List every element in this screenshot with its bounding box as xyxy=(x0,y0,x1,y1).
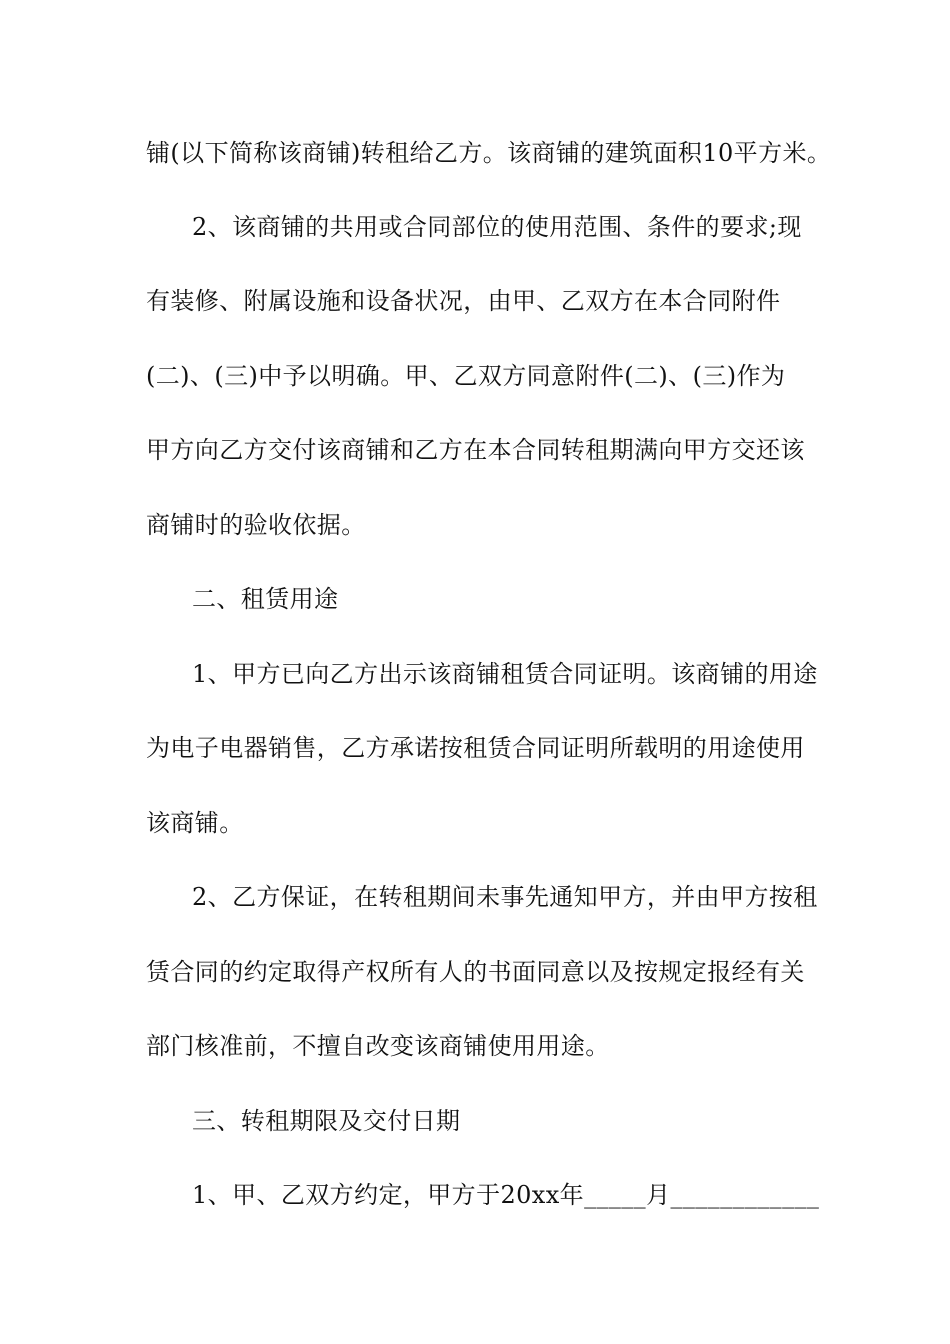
text-line: (二)、(三)中予以明确。甲、乙双方同意附件(二)、(三)作为 xyxy=(146,362,786,390)
text-line: 部门核准前，不擅自改变该商铺使用用途。 xyxy=(146,1032,610,1060)
text-line: 该商铺。 xyxy=(146,809,244,837)
text-line: 2、乙方保证，在转租期间未事先通知甲方，并由甲方按租 xyxy=(192,883,818,911)
text-line: 赁合同的约定取得产权所有人的书面同意以及按规定报经有关 xyxy=(146,958,805,986)
text-line: 1、甲、乙双方约定，甲方于20xx年_____月____________ xyxy=(192,1181,820,1209)
text-line: 铺(以下简称该商铺)转租给乙方。该商铺的建筑面积10平方米。 xyxy=(146,139,832,167)
text-line: 甲方向乙方交付该商铺和乙方在本合同转租期满向甲方交还该 xyxy=(146,436,805,464)
section-heading: 三、转租期限及交付日期 xyxy=(192,1107,461,1135)
section-heading: 二、租赁用途 xyxy=(192,585,339,613)
text-line: 为电子电器销售，乙方承诺按租赁合同证明所载明的用途使用 xyxy=(146,734,805,762)
text-line: 有装修、附属设施和设备状况，由甲、乙双方在本合同附件 xyxy=(146,287,781,315)
text-line: 商铺时的验收依据。 xyxy=(146,511,366,539)
text-line: 1、甲方已向乙方出示该商铺租赁合同证明。该商铺的用途 xyxy=(192,660,818,688)
text-line: 2、该商铺的共用或合同部位的使用范围、条件的要求;现 xyxy=(192,213,802,241)
